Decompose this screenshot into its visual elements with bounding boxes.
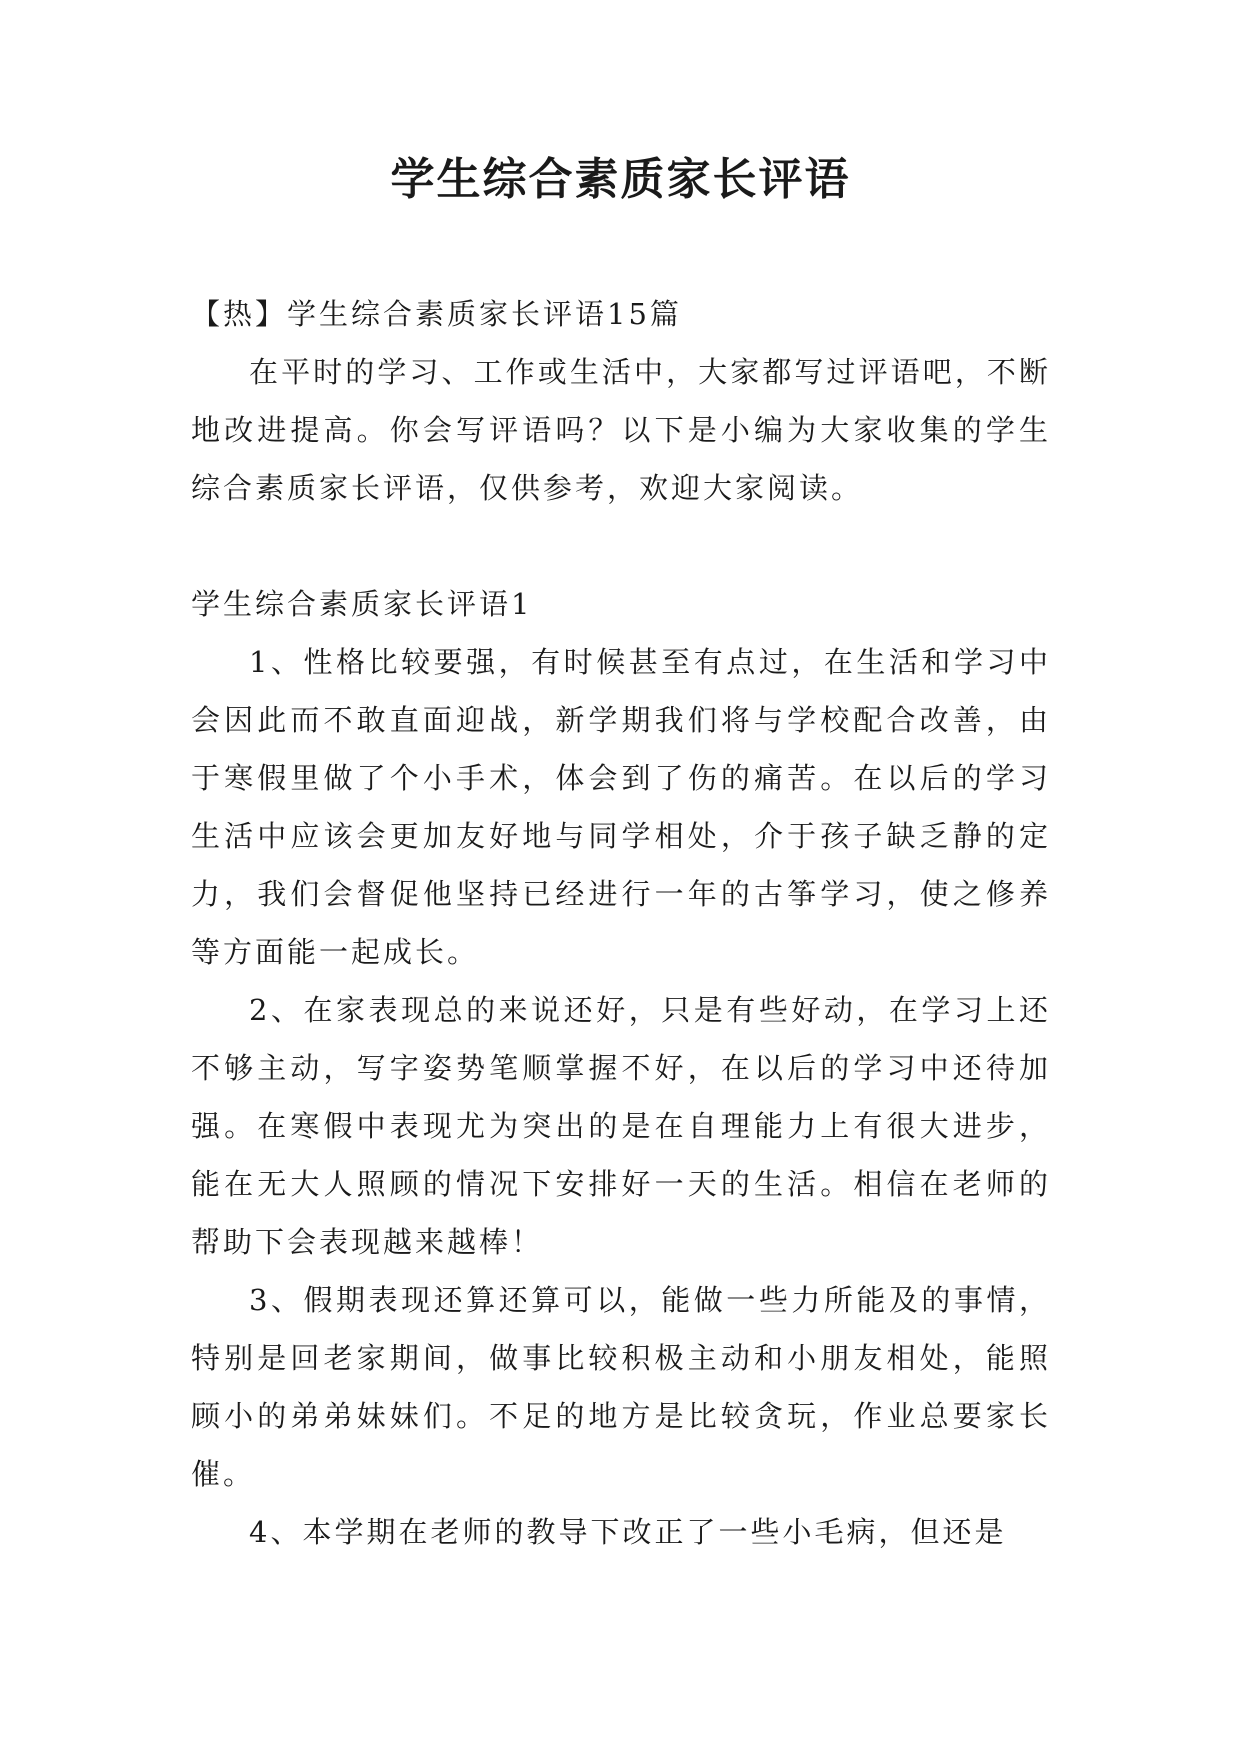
comment-paragraph-1: 1、性格比较要强，有时候甚至有点过，在生活和学习中会因此而不敢直面迎战，新学期我们将与学校配合改善，由于寒假里做了个小手术，体会到了伤的痛苦。在以后的学习生活中应该会更加友好地与同学相处，介于孩子缺乏静的定力，我们会督促他坚持已经进行一年的古筝学习，使之修养等方面能一起成长。 (191, 645, 1051, 969)
comment-paragraph-3: 3、假期表现还算还算可以，能做一些力所能及的事情，特别是回老家期间，做事比较积极主动和小朋友相处，能照顾小的弟弟妹妹们。不足的地方是比较贪玩，作业总要家长催。 (191, 1283, 1051, 1491)
section-heading: 学生综合素质家长评语1 (191, 587, 533, 621)
paragraph-gap (191, 517, 1051, 575)
document-subtitle: 【热】学生综合素质家长评语15篇 (191, 297, 682, 331)
comment-paragraph-4: 4、本学期在老师的教导下改正了一些小毛病，但还是 (249, 1515, 1007, 1549)
intro-paragraph: 在平时的学习、工作或生活中，大家都写过评语吧，不断地改进提高。你会写评语吗？以下是小编为大家收集的学生综合素质家长评语，仅供参考，欢迎大家阅读。 (191, 355, 1051, 505)
document-title: 学生综合素质家长评语 (390, 154, 851, 205)
comment-paragraph-2: 2、在家表现总的来说还好，只是有些好动，在学习上还不够主动，写字姿势笔顺掌握不好，在以后的学习中还待加强。在寒假中表现尤为突出的是在自理能力上有很大进步，能在无大人照顾的情况下安排好一天的生活。相信在老师的帮助下会表现越来越棒！ (191, 993, 1051, 1259)
document-body (191, 285, 1051, 1561)
